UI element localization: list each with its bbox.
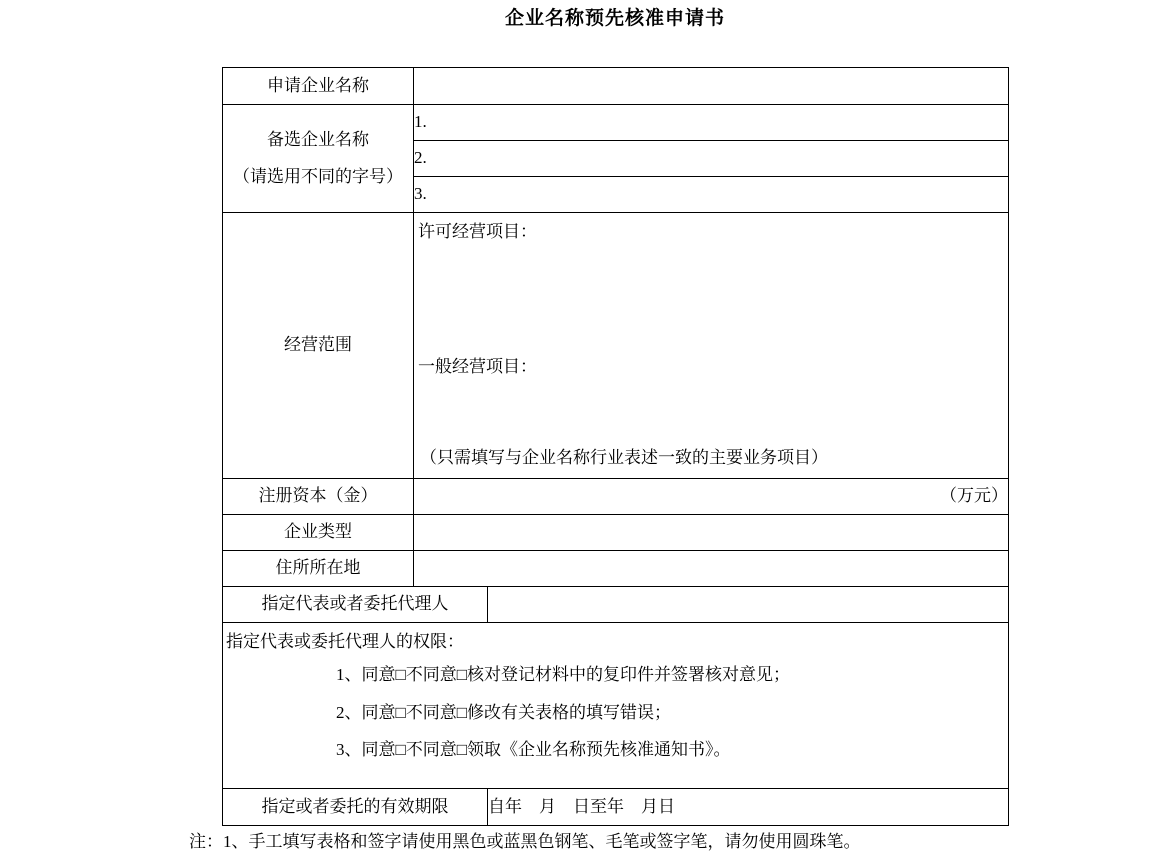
- row-alternative-name-1: [223, 105, 1009, 141]
- registered-capital-label: 注册资本（金）: [223, 479, 414, 515]
- alternative-name-field-3[interactable]: 3.: [414, 177, 1009, 213]
- enterprise-type-field[interactable]: [414, 515, 1009, 551]
- domicile-field[interactable]: [414, 551, 1009, 587]
- row-registered-capital: [223, 479, 1009, 515]
- alternative-name-field-2[interactable]: 2.: [414, 141, 1009, 177]
- form-table: [222, 67, 1009, 826]
- validity-label: 指定或者委托的有效期限: [223, 789, 488, 826]
- alternative-name-field-1[interactable]: 1.: [414, 105, 1009, 141]
- row-business-scope: [223, 213, 1009, 479]
- page-title: 企业名称预先核准申请书: [504, 8, 725, 29]
- registered-capital-field[interactable]: [414, 479, 1009, 515]
- row-domicile: [223, 551, 1009, 587]
- enterprise-type-label: 企业类型: [223, 515, 414, 551]
- permission-item-1[interactable]: 1、同意□不同意□核对登记材料中的复印件并签署核对意见；: [336, 664, 791, 684]
- permissions-cell: [223, 623, 1009, 789]
- row-enterprise-type: [223, 515, 1009, 551]
- row-permissions: [223, 623, 1009, 789]
- row-applied-name: [223, 68, 1009, 105]
- representative-label: 指定代表或者委托代理人: [223, 587, 488, 623]
- applied-name-label: 申请企业名称: [223, 68, 414, 105]
- business-scope-field[interactable]: [414, 213, 1009, 479]
- permission-item-2[interactable]: 2、同意□不同意□修改有关表格的填写错误；: [336, 702, 672, 722]
- row-validity: [223, 789, 1009, 826]
- applied-name-field[interactable]: [414, 68, 1009, 105]
- row-representative: [223, 587, 1009, 623]
- alternative-names-label-line2: （请选用不同的字号）: [233, 167, 403, 186]
- permissions-header: 指定代表或委托代理人的权限：: [226, 631, 464, 651]
- representative-field[interactable]: [488, 587, 1009, 623]
- domicile-label: 住所所在地: [223, 551, 414, 587]
- permission-item-3[interactable]: 3、同意□不同意□领取《企业名称预先核准通知书》。: [336, 739, 731, 759]
- licensed-items-label: 许可经营项目：: [418, 221, 537, 241]
- footnote: 注：1、手工填写表格和签字请使用黑色或蓝黑色钢笔、毛笔或签字笔，请勿使用圆珠笔。: [189, 832, 861, 851]
- alternative-names-label-line1: 备选企业名称: [267, 129, 369, 149]
- business-scope-note: （只需填写与企业名称行业表述一致的主要业务项目）: [420, 447, 828, 467]
- registered-capital-unit: （万元）: [940, 486, 1008, 506]
- general-items-label: 一般经营项目：: [418, 356, 537, 376]
- alternative-names-label: [223, 105, 414, 213]
- business-scope-label: 经营范围: [223, 213, 414, 479]
- validity-field[interactable]: 自年 月 日至年 月日: [488, 789, 1009, 826]
